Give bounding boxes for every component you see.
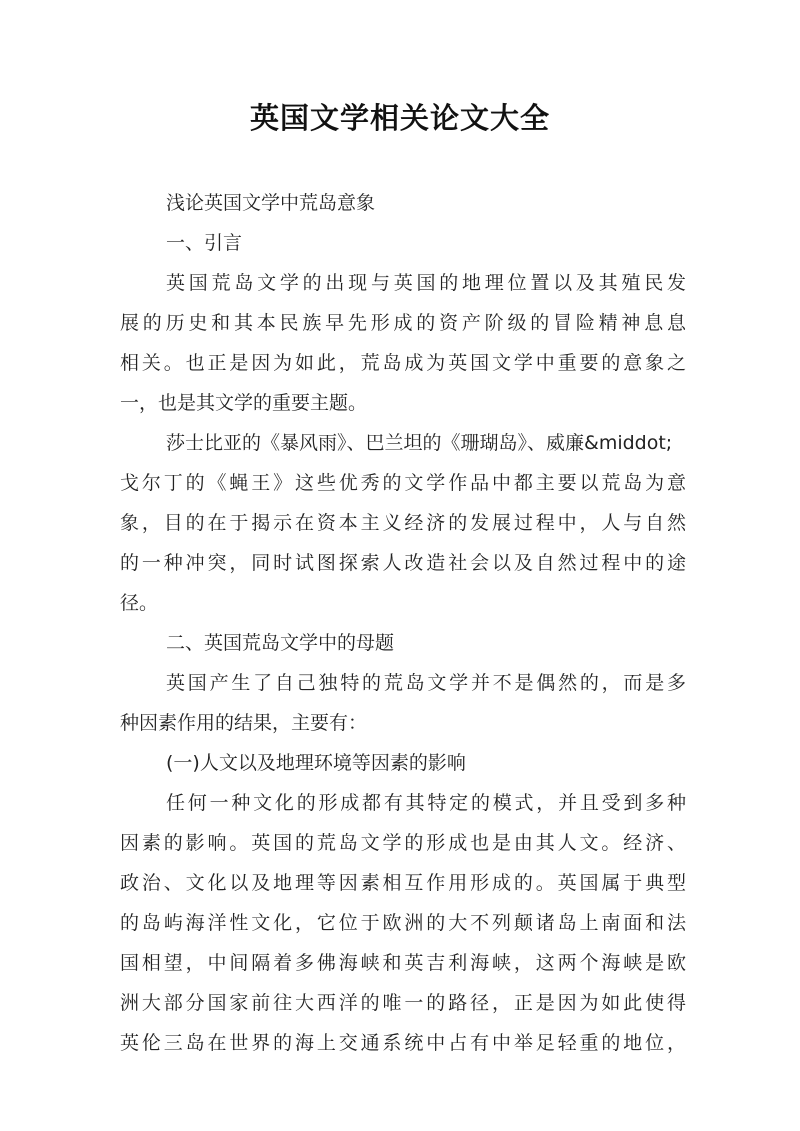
paragraph-line: 英国荒岛文学的出现与英国的地理位置以及其殖民发 [166, 272, 686, 294]
paragraph-line: 径。 [120, 592, 159, 614]
paragraph-line: 国相望，中间隔着多佛海峡和英吉利海峡，这两个海峡是欧 [120, 952, 686, 974]
section-heading: 二、英国荒岛文学中的母题 [166, 632, 395, 654]
paragraph-line: 因素的影响。英国的荒岛文学的形成也是由其人文。经济、 [120, 832, 686, 854]
paragraph-line: 英伦三岛在世界的海上交通系统中占有中举足轻重的地位， [120, 1032, 686, 1054]
paragraph-line: 的一种冲突，同时试图探索人改造社会以及自然过程中的途 [120, 552, 686, 574]
paragraph-line: 相关。也正是因为如此，荒岛成为英国文学中重要的意象之 [120, 352, 686, 374]
paragraph-line: 任何一种文化的形成都有其特定的模式，并且受到多种 [166, 792, 686, 814]
paragraph-line: 展的历史和其本民族早先形成的资产阶级的冒险精神息息 [120, 312, 686, 334]
paragraph-line: 英国产生了自己独特的荒岛文学并不是偶然的，而是多 [166, 672, 686, 694]
section-heading: 一、引言 [166, 232, 243, 254]
document-body [120, 183, 686, 1063]
page-title: 英国文学相关论文大全 [249, 101, 550, 135]
section-heading: 浅论英国文学中荒岛意象 [166, 192, 376, 214]
paragraph-line: 政治、文化以及地理等因素相互作用形成的。英国属于典型 [120, 872, 686, 894]
paragraph-line: 一，也是其文学的重要主题。 [120, 392, 368, 414]
subsection-heading: (一)人文以及地理环境等因素的影响 [166, 752, 466, 774]
paragraph-line: 洲大部分国家前往大西洋的唯一的路径，正是因为如此使得 [120, 992, 686, 1014]
paragraph-line: 莎士比亚的《暴风雨》、巴兰坦的《珊瑚岛》、威廉&middot; [166, 432, 673, 454]
paragraph-line: 象，目的在于揭示在资本主义经济的发展过程中，人与自然 [120, 512, 686, 534]
paragraph-line: 戈尔丁的《蝇王》这些优秀的文学作品中都主要以荒岛为意 [120, 472, 686, 494]
paragraph-line: 种因素作用的结果，主要有： [120, 712, 368, 734]
paragraph-line: 的岛屿海洋性文化，它位于欧洲的大不列颠诸岛上南面和法 [120, 912, 686, 934]
